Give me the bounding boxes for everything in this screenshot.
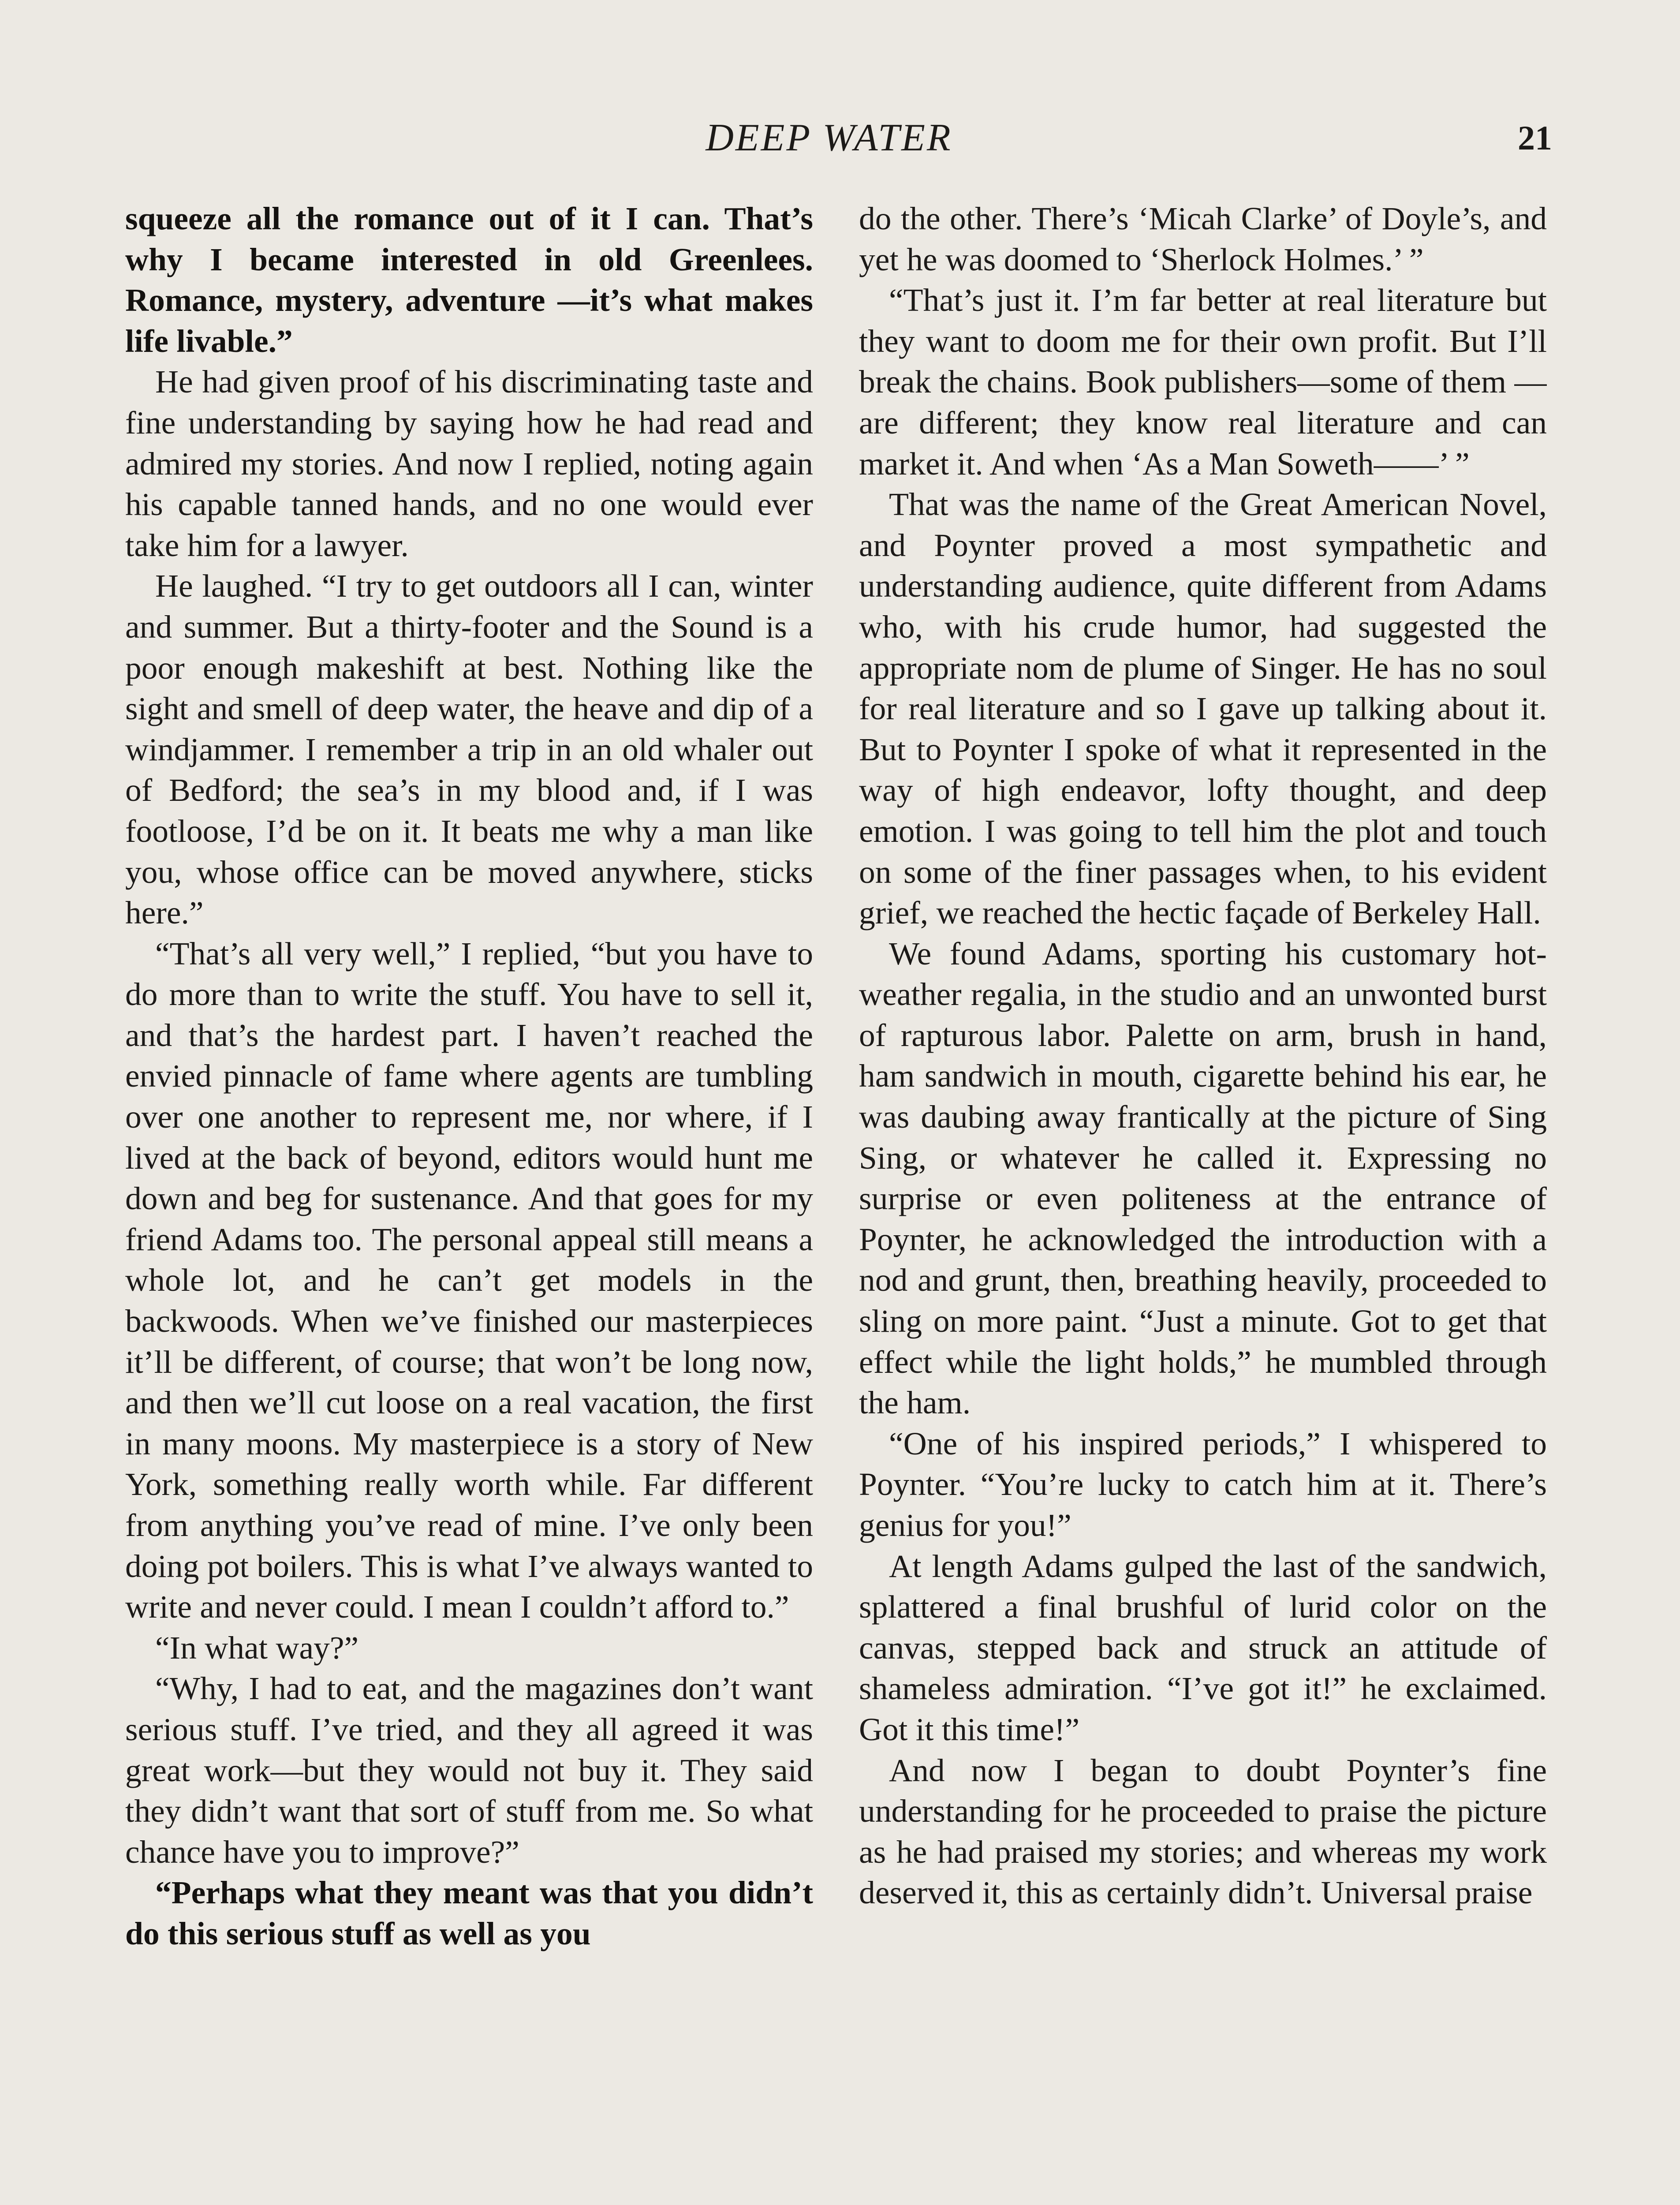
paragraph: “That’s all very well,” I replied, “but you have to do more than to write the stuff. You have to sell it, and that’s the hardest part. I haven’t reached the envied pinnacle of fame where agents are tumbling over one another to represent me, nor where, if I lived at the back of beyond, editors would hunt me down and beg for sustenance. And that goes for my friend Adams too. The personal appeal still means a whole lot, and he can’t get models in the backwoods. When we’ve finished our masterpieces it’ll be different, of course; that won’t be long now, and then we’ll cut loose on a real vacation, the first in many moons. My masterpiece is a story of New York, something really worth while. Far different from anything you’ve read of mine. I’ve only been doing pot boilers. This is what I’ve always wanted to write and never could. I mean I couldn’t afford to.”: [125, 935, 813, 1625]
paragraph: At length Adams gulped the last of the sandwich, splattered a final brushful of lurid color on the canvas, stepped back and struck an attitude of shameless admiration. “I’ve got it!” he exclaimed. Got it this time!”: [859, 1548, 1547, 1747]
paragraph: That was the name of the Great American Novel, and Poynter proved a most sympathetic and understanding audience, quite different from Adams who, with his crude humor, had suggested the appropriate nom de plume of Singer. He has no soul for real literature and so I gave up talking about it. But to Poynter I spoke of what it represented in the way of high endeavor, lofty thought, and deep emotion. I was going to tell him the plot and touch on some of the finer passages when, to his evident grief, we reached the hectic façade of Berkeley Hall.: [859, 486, 1547, 931]
paragraph: “That’s just it. I’m far better at real literature but they want to doom me for their own profit. But I’ll break the chains. Book publishers—some of them —are different; they know real literature and can market it. And when ‘As a Man Soweth——’ ”: [859, 282, 1547, 482]
page-number: 21: [1518, 119, 1552, 157]
paragraph: “Perhaps what they meant was that you didn’t do this serious stuff as well as you: [125, 1875, 813, 1951]
paragraph: We found Adams, sporting his customary hot-weather regalia, in the studio and an unwonted burst of rapturous labor. Palette on arm, brush in hand, ham sandwich in mouth, cigarette behind his ear, he was daubing away frantically at the picture of Sing Sing, or whatever he called it. Expressing no surprise or even politeness at the entrance of Poynter, he acknowledged the introduction with a nod and grunt, then, breathing heavily, proceeded to sling on more paint. “Just a minute. Got to get that effect while the light holds,” he mumbled through the ham.: [859, 935, 1547, 1421]
paragraph: He laughed. “I try to get outdoors all I can, winter and summer. But a thirty-footer and the Sound is a poor enough makeshift at best. Nothing like the sight and smell of deep water, the heave and dip of a windjammer. I remember a trip in an old whaler out of Bedford; the sea’s in my blood and, if I was footloose, I’d be on it. It beats me why a man like you, whose office can be moved anywhere, sticks here.”: [125, 568, 813, 931]
paragraph: He had given proof of his discriminating taste and fine understanding by saying how he had read and admired my stories. And now I replied, noting again his capable tanned hands, and no one would ever take him for a lawyer.: [125, 364, 813, 563]
paragraph: “Why, I had to eat, and the magazines don’t want serious stuff. I’ve tried, and they all agreed it was great work—but they would not buy it. They said they didn’t want that sort of stuff from me. So what chance have you to improve?”: [125, 1671, 813, 1870]
paragraph: And now I began to doubt Poynter’s fine understanding for he proceeded to praise the picture as he had praised my stories; and whereas my work deserved it, this as certainly didn’t. Universal praise: [859, 1752, 1547, 1911]
paragraph: do the other. There’s ‘Micah Clarke’ of Doyle’s, and yet he was doomed to ‘Sherlock Holmes.’ ”: [859, 201, 1547, 277]
right-column: [859, 198, 1547, 2205]
running-title: DEEP WATER: [706, 116, 952, 159]
left-column: [125, 198, 813, 2205]
running-head: [0, 114, 1680, 162]
paragraph: “In what way?”: [155, 1629, 359, 1666]
paragraph: squeeze all the romance out of it I can. That’s why I became interested in old Greenlees. Romance, mystery, adventure —it’s what makes life livable.”: [125, 201, 813, 359]
paragraph: “One of his inspired periods,” I whispered to Poynter. “You’re lucky to catch him at it. There’s genius for you!”: [859, 1425, 1547, 1543]
